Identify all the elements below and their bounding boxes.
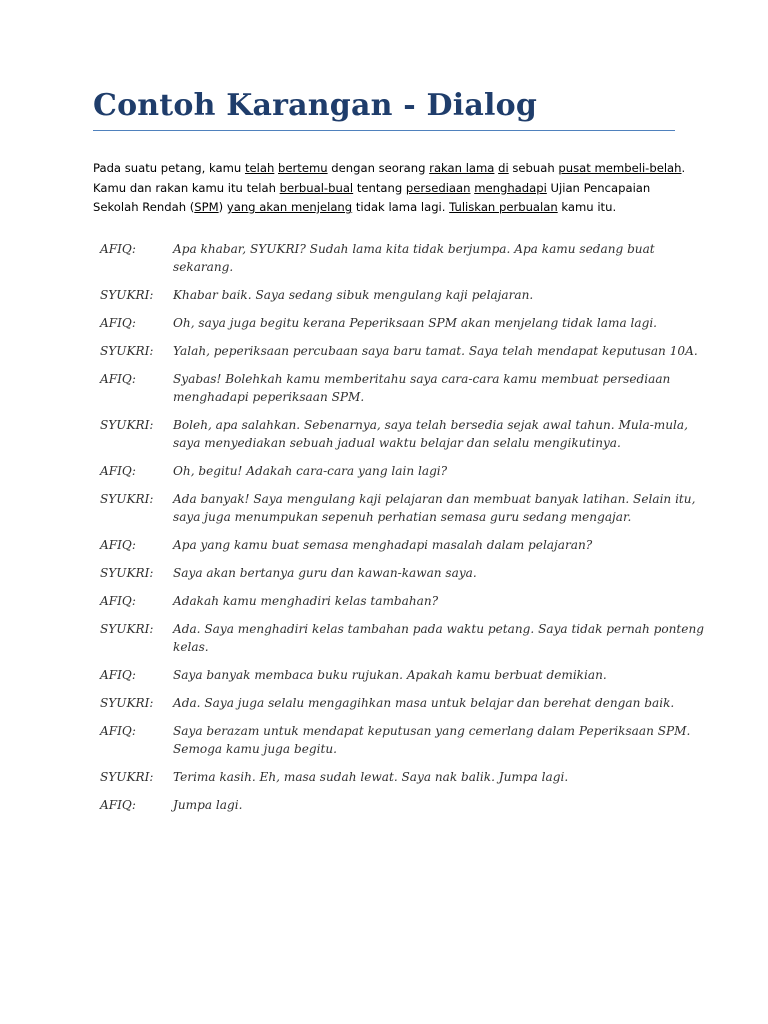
dialog-speech: Oh, saya juga begitu kerana Peperiksaan SPM akan menjelang tidak lama lagi. — [173, 315, 658, 330]
dialog-speaker: SYUKRI: — [100, 695, 154, 710]
dialog-speech: Terima kasih. Eh, masa sudah lewat. Saya nak balik. Jumpa lagi. — [173, 769, 569, 784]
dialog-speaker: SYUKRI: — [100, 417, 154, 432]
dialog-line — [100, 286, 705, 304]
dialog-speaker: SYUKRI: — [100, 287, 154, 302]
dialog-speech: Yalah, peperiksaan percubaan saya baru tamat. Saya telah mendapat keputusan 10A. — [173, 343, 698, 358]
dialog-line — [100, 240, 705, 276]
intro-underlined-term: SPM — [194, 200, 219, 214]
dialog-speaker: AFIQ: — [100, 315, 136, 330]
dialog-speech: Saya akan bertanya guru dan kawan-kawan saya. — [173, 565, 477, 580]
intro-underlined-term: bertemu — [278, 161, 328, 175]
dialog-speaker: AFIQ: — [100, 371, 136, 386]
intro-underlined-term: telah — [244, 161, 275, 175]
dialog-speaker: SYUKRI: — [100, 565, 154, 580]
intro-underlined-term: di — [498, 161, 509, 175]
intro-text: sebuah — [508, 161, 559, 175]
dialog-speech: Saya berazam untuk mendapat keputusan yang cemerlang dalam Peperiksaan SPM. Semoga kamu juga begitu. — [173, 723, 691, 756]
dialog-speech: Adakah kamu menghadiri kelas tambahan? — [173, 593, 439, 608]
dialog-line — [100, 722, 705, 758]
intro-underlined-term: menghadapi — [474, 180, 547, 195]
dialog-speech: Syabas! Bolehkah kamu memberitahu saya cara-cara kamu membuat persediaan menghadapi peperiksaan SPM. — [173, 371, 671, 404]
intro-underlined-term: yang akan menjelang — [226, 200, 353, 214]
dialog-line — [100, 462, 705, 480]
dialog-speaker: AFIQ: — [100, 463, 136, 478]
dialog-line — [100, 416, 705, 452]
dialog-speaker: AFIQ: — [100, 593, 136, 608]
intro-text: dengan seorang — [327, 161, 430, 175]
dialog-speech: Ada. Saya juga selalu mengagihkan masa untuk belajar dan berehat dengan baik. — [173, 695, 675, 710]
dialog-speech: Khabar baik. Saya sedang sibuk mengulang kaji pelajaran. — [173, 287, 534, 302]
dialog-line — [100, 796, 705, 814]
dialog-speaker: AFIQ: — [100, 537, 136, 552]
intro-text: ) — [218, 200, 227, 214]
intro-text: kamu itu. — [557, 200, 617, 214]
dialog-speaker: SYUKRI: — [100, 769, 154, 784]
dialog-speech: Saya banyak membaca buku rujukan. Apakah kamu berbuat demikian. — [173, 667, 607, 682]
dialog-line — [100, 768, 705, 786]
dialog-line — [100, 620, 705, 656]
dialog-speech: Ada banyak! Saya mengulang kaji pelajaran dan membuat banyak latihan. Selain itu, saya juga menumpukan sepenuh perhatian semasa guru sedang mengajar. — [173, 491, 696, 524]
intro-underlined-term: rakan lama — [429, 161, 495, 175]
dialog-speech: Apa yang kamu buat semasa menghadapi masalah dalam pelajaran? — [173, 537, 593, 552]
dialog-list — [100, 240, 705, 814]
intro-paragraph — [93, 159, 693, 218]
dialog-line — [100, 490, 705, 526]
dialog-speech: Apa khabar, SYUKRI? Sudah lama kita tidak berjumpa. Apa kamu sedang buat sekarang. — [173, 241, 655, 274]
title-divider — [93, 130, 675, 131]
dialog-speech: Boleh, apa salahkan. Sebenarnya, saya telah bersedia sejak awal tahun. Mula-mula, saya menyediakan sebuah jadual waktu belajar dan selalu mengikutinya. — [173, 417, 688, 450]
intro-text: . Kamu dan rakan kamu itu telah — [93, 161, 686, 195]
page-title: Contoh Karangan - Dialog — [93, 88, 537, 123]
dialog-speaker: SYUKRI: — [100, 491, 154, 506]
dialog-line — [100, 370, 705, 406]
intro-text: Ujian Pencapaian Sekolah Rendah ( — [93, 180, 651, 214]
intro-text: Pada suatu petang, kamu — [93, 161, 245, 175]
dialog-speaker: AFIQ: — [100, 797, 136, 812]
dialog-speech: Jumpa lagi. — [173, 797, 243, 812]
dialog-line — [100, 694, 705, 712]
document-page — [93, 84, 703, 824]
dialog-speech: Oh, begitu! Adakah cara-cara yang lain lagi? — [173, 463, 448, 478]
dialog-speaker: AFIQ: — [100, 667, 136, 682]
dialog-speech: Ada. Saya menghadiri kelas tambahan pada waktu petang. Saya tidak pernah ponteng kelas. — [173, 621, 704, 654]
dialog-speaker: SYUKRI: — [100, 621, 154, 636]
dialog-speaker: AFIQ: — [100, 241, 136, 256]
intro-underlined-term: persediaan — [405, 180, 471, 195]
dialog-line — [100, 536, 705, 554]
dialog-line — [100, 314, 705, 332]
intro-underlined-term: Tuliskan perbualan — [449, 200, 558, 214]
dialog-line — [100, 666, 705, 684]
intro-underlined-term: berbual-bual — [279, 180, 354, 195]
dialog-speaker: SYUKRI: — [100, 343, 154, 358]
dialog-speaker: AFIQ: — [100, 723, 136, 738]
intro-underlined-term: pusat membeli-belah — [558, 161, 682, 175]
dialog-line — [100, 592, 705, 610]
dialog-line — [100, 342, 705, 360]
intro-text: tidak lama lagi. — [352, 200, 450, 214]
dialog-line — [100, 564, 705, 582]
intro-text: tentang — [353, 180, 406, 195]
